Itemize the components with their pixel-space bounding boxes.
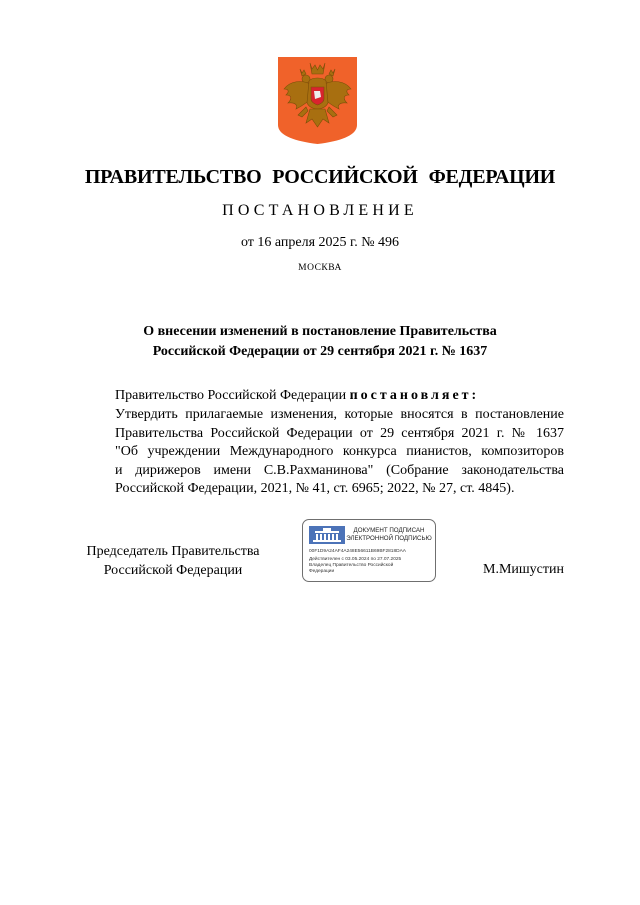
document-title-line-1: О внесении изменений в постановление Правительства [143,324,497,339]
signatory-position [78,543,268,580]
stamp-certificate: 00F1D9A24AF4A248E56611B69BF2818DAA [309,549,406,554]
electronic-signature-stamp [302,519,436,582]
paragraph-line: Российской Федерации, 2021, № 41, ст. 6965; 2022, № 27, ст. 4845). [115,481,515,496]
signatory-name: М.Мишустин [483,562,564,577]
document-city: МОСКВА [298,263,342,273]
signatory-position-line-1: Председатель Правительства [86,544,260,559]
document-date-number: от 16 апреля 2025 г. № 496 [240,235,400,250]
paragraph-line: Утвердить прилагаемые изменения, которые вносятся в постановление [115,407,564,422]
government-title: ПРАВИТЕЛЬСТВО РОССИЙСКОЙ ФЕДЕРАЦИИ [84,166,556,188]
paragraph-line: Правительства Российской Федерации от 29 сентября 2021 г. № 1637 [115,425,564,441]
document-title-line-2: Российской Федерации от 29 сентября 2021 г. № 1637 [152,344,488,359]
stamp-title-line-2: ЭЛЕКТРОННОЙ ПОДПИСЬЮ [346,534,432,542]
decree-paragraph [77,406,564,499]
stamp-title-line-1: ДОКУМЕНТ ПОДПИСАН [353,527,425,534]
decree-intro [77,387,564,406]
document-title [0,322,640,362]
government-building-icon [309,526,345,544]
paragraph-line: и дирижеров имени С.В.Рахманинова" (Собрание законодательства [115,462,564,478]
decree-keyword: постановляет: [349,388,480,403]
decree-intro-text: Правительство Российской Федерации [115,388,347,403]
signatory-position-line-2: Российской Федерации [103,562,243,578]
stamp-title [345,527,433,543]
stamp-validity: Действителен с 03.05.2024 по 27.07.2025 [309,557,402,562]
stamp-owner-line-1: Владелец Правительство Российской [309,563,394,568]
stamp-owner-line-2: Федерации [309,569,335,574]
paragraph-line: "Об учреждении Международного конкурса пианистов, композиторов [115,444,564,459]
coat-of-arms-emblem [276,55,359,145]
document-type: ПОСТАНОВЛЕНИЕ [222,202,418,219]
